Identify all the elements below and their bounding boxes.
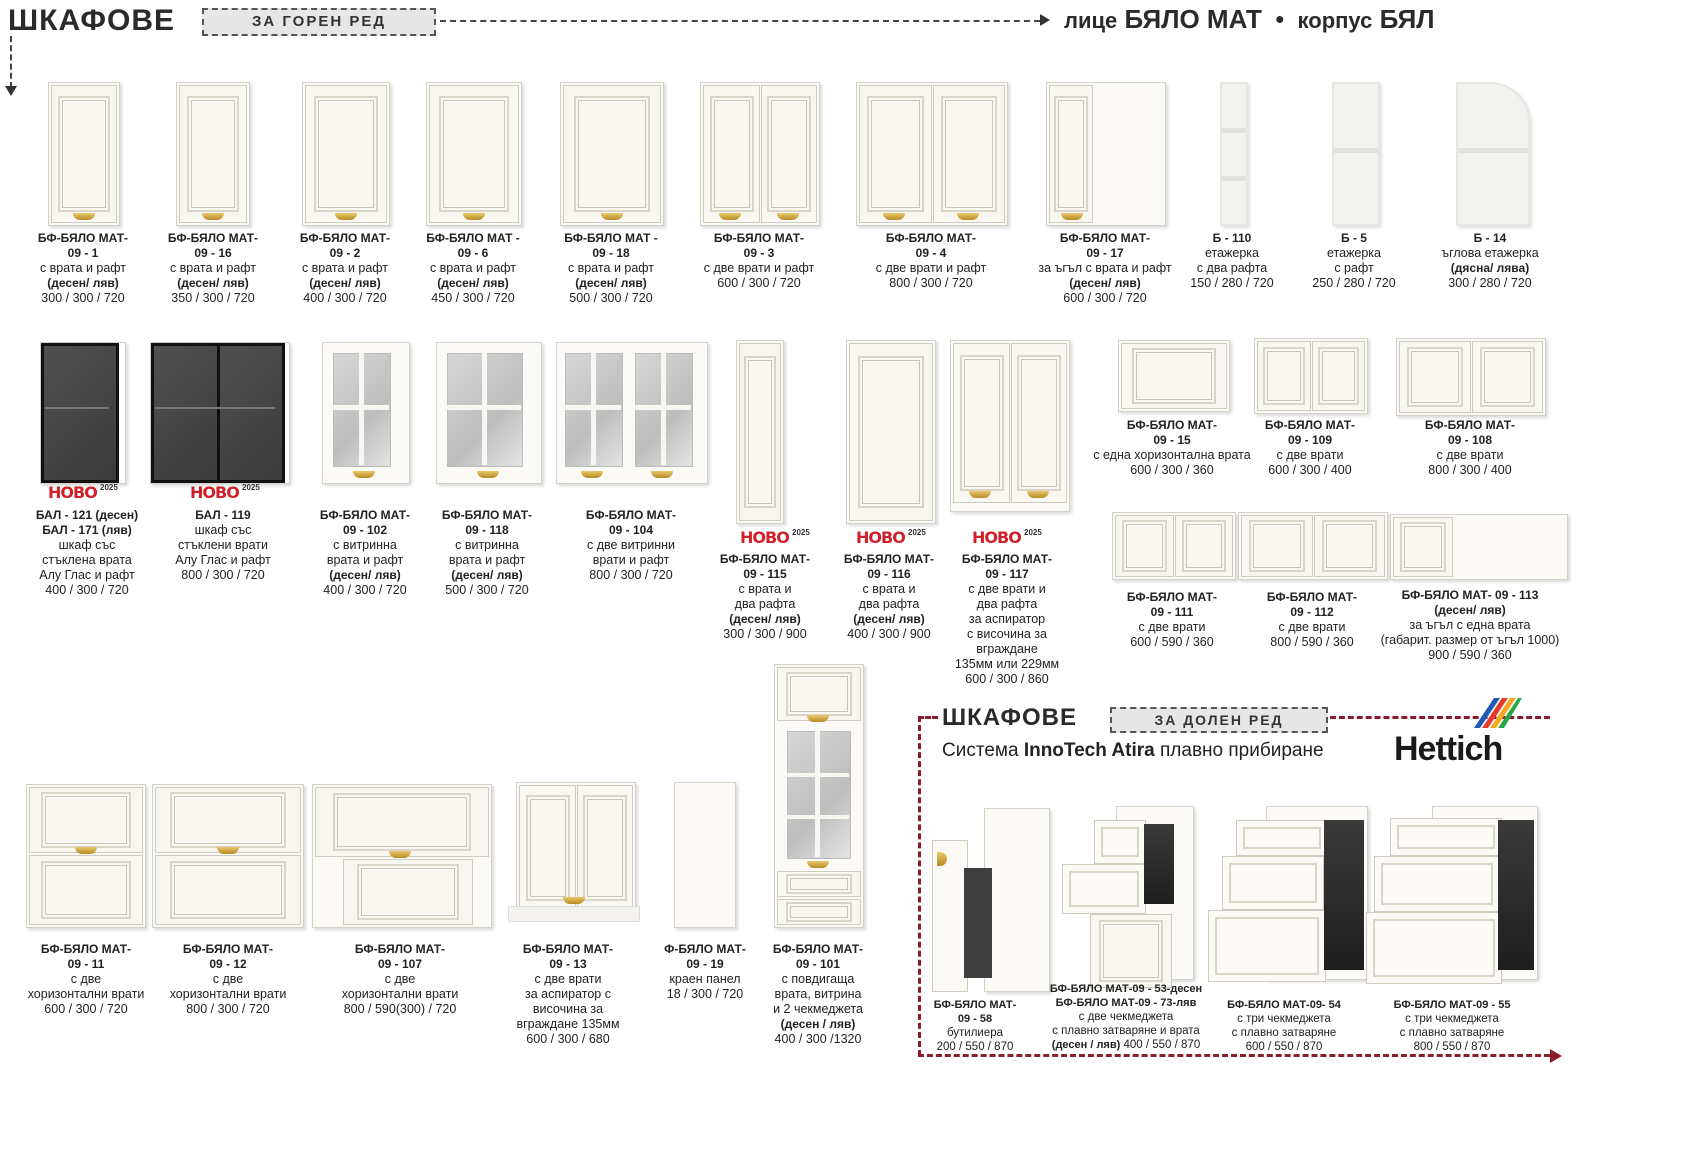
system-line	[942, 740, 1324, 762]
handle-icon	[1061, 213, 1083, 220]
handle-icon	[463, 213, 485, 220]
drawer-top	[1236, 820, 1328, 856]
cabinet-09-6	[426, 82, 522, 226]
drawer-interior	[1144, 824, 1174, 904]
lower-title: ШКАФОВЕ	[942, 704, 1077, 731]
handle-icon	[75, 847, 97, 854]
handle-icon	[353, 471, 375, 478]
cabinet-09-15	[1118, 340, 1230, 412]
label-09-2: БФ-БЯЛО МАТ- 09 - 2 с врата и рафт (десен/ ляв) 400 / 300 / 720	[299, 231, 391, 305]
handle-icon	[563, 897, 585, 904]
drawer-bottom	[1208, 910, 1326, 982]
cabinet-09-16	[176, 82, 250, 226]
cabinet-09-58	[984, 808, 1050, 992]
label-b-14: Б - 14 ъглова етажерка (дясна/ лява) 300 / 280 / 720	[1441, 231, 1539, 290]
drawer-interior	[1498, 820, 1534, 970]
face-prefix: лице	[1064, 8, 1118, 33]
label-09-118: БФ-БЯЛО МАТ- 09 - 118 с витринна врата и рафт (десен/ ляв) 500 / 300 / 720	[441, 508, 533, 597]
label-bal-121: БАЛ - 121 (десен) БАЛ - 171 (ляв) шкаф със стъклена врата Алу Глас и рафт 400 / 300 / 720	[35, 508, 139, 597]
handle-icon	[477, 471, 499, 478]
drawer-bottom	[1366, 912, 1502, 984]
cabinet-bal-119	[150, 342, 290, 484]
label-09-3: БФ-БЯЛО МАТ- 09 - 3 с две врати и рафт 600 / 300 / 720	[703, 231, 815, 290]
cabinet-09-4	[856, 82, 1008, 226]
face-value: БЯЛО МАТ	[1124, 4, 1262, 34]
finish-info	[1064, 4, 1435, 35]
label-09-113: БФ-БЯЛО МАТ- 09 - 113 (десен/ ляв) за ъгъл с една врата (габарит. размер от ъгъл 1000) 900 / 590 / 360	[1380, 588, 1560, 662]
system-suffix: плавно прибиране	[1160, 740, 1324, 761]
page-title: ШКАФОВЕ	[8, 4, 175, 37]
label-09-6: БФ-БЯЛО МАТ - 09 - 6 с врата и рафт (десен/ ляв) 450 / 300 / 720	[426, 231, 520, 305]
panel-09-19	[674, 782, 736, 928]
label-09-101: БФ-БЯЛО МАТ- 09 - 101 с повдигаща врата, витрина и 2 чекмеджета (десен / ляв) 400 / 300 /1320	[772, 942, 864, 1046]
cabinet-09-116	[846, 340, 936, 524]
section-tag-upper: ЗА ГОРЕН РЕД	[202, 8, 436, 36]
drawer-middle	[1374, 856, 1500, 912]
cabinet-09-17	[1046, 82, 1166, 226]
label-09-58: БФ-БЯЛО МАТ- 09 - 58 бутилиера 200 / 550 / 870	[933, 999, 1017, 1053]
label-b-5: Б - 5 етажерка с рафт 250 / 280 / 720	[1312, 231, 1396, 290]
handle-icon	[807, 715, 829, 722]
label-09-109: БФ-БЯЛО МАТ- 09 - 109 с две врати 600 / 300 / 400	[1264, 418, 1356, 477]
handle-icon	[202, 213, 224, 220]
shelf-b-5	[1332, 82, 1380, 226]
hettich-stripes-icon	[1462, 692, 1522, 732]
cabinet-bal-121	[40, 342, 126, 484]
handle-icon	[217, 847, 239, 854]
label-09-107: БФ-БЯЛО МАТ- 09 - 107 с две хоризонтални врати 800 / 590(300) / 720	[341, 942, 459, 1016]
shelf-b-110	[1220, 82, 1248, 226]
cabinet-09-108	[1396, 338, 1546, 416]
handle-icon	[883, 213, 905, 220]
lower-border-bottom	[918, 1054, 1550, 1057]
novo-badge: НОВО 2025	[972, 528, 1042, 547]
label-09-54: БФ-БЯЛО МАТ-09- 54 с три чекмеджета с плавно затваряне 600 / 550 / 870	[1227, 999, 1341, 1053]
arrow-right-icon	[1550, 1049, 1562, 1063]
novo-badge: НОВО 2025	[740, 528, 810, 547]
label-09-16: БФ-БЯЛО МАТ- 09 - 16 с врата и рафт (десен/ ляв) 350 / 300 / 720	[167, 231, 259, 305]
section-tag-lower: ЗА ДОЛЕН РЕД	[1110, 707, 1328, 733]
cabinet-09-112	[1238, 512, 1388, 580]
label-09-55: БФ-БЯЛО МАТ-09 - 55 с три чекмеджета с плавно затваряне 800 / 550 / 870	[1393, 999, 1511, 1053]
cabinet-09-104	[556, 342, 708, 484]
handle-icon	[807, 861, 829, 868]
handle-icon	[969, 491, 991, 498]
label-09-111: БФ-БЯЛО МАТ- 09 - 111 с две врати 600 / 590 / 360	[1126, 590, 1218, 649]
body-value: БЯЛ	[1379, 4, 1435, 34]
header-divider	[440, 20, 1040, 22]
cabinet-09-2	[302, 82, 390, 226]
bullet: •	[1275, 4, 1285, 34]
label-09-116: БФ-БЯЛО МАТ- 09 - 116 с врата и два рафта (десен/ ляв) 400 / 300 / 900	[843, 552, 935, 641]
system-prefix: Система	[942, 740, 1019, 761]
cabinet-09-107	[312, 784, 492, 928]
label-09-17: БФ-БЯЛО МАТ- 09 - 17 за ъгъл с врата и рафт (десен/ ляв) 600 / 300 / 720	[1038, 231, 1172, 305]
shelf-b-14	[1456, 82, 1530, 226]
cabinet-09-115	[736, 340, 784, 524]
label-09-15: БФ-БЯЛО МАТ- 09 - 15 с една хоризонтална врата 600 / 300 / 360	[1093, 418, 1251, 477]
drawer-top	[1094, 820, 1146, 864]
novo-badge: НОВО 2025	[856, 528, 926, 547]
handle-icon	[335, 213, 357, 220]
handle-icon	[389, 851, 411, 858]
bottle-basket	[964, 868, 992, 978]
handle-icon	[601, 213, 623, 220]
handle-icon	[581, 471, 603, 478]
cabinet-09-117	[950, 340, 1070, 512]
cabinet-09-12	[152, 784, 304, 928]
lower-border-top	[918, 716, 938, 719]
drawer-top	[1390, 818, 1502, 856]
brand-text: Hettich	[1394, 730, 1503, 768]
cabinet-09-111	[1112, 512, 1236, 580]
cabinet-09-11	[26, 784, 146, 928]
label-b-110: Б - 110 етажерка с два рафта 150 / 280 / 720	[1190, 231, 1274, 290]
drawer-interior	[1324, 820, 1364, 970]
label-bal-119: БАЛ - 119 шкаф със стъклени врати Алу Глас и рафт 800 / 300 / 720	[175, 508, 271, 582]
handle-icon	[719, 213, 741, 220]
novo-badge: НОВО 2025	[190, 483, 260, 502]
arrow-right-icon	[1040, 14, 1050, 26]
handle-icon	[957, 213, 979, 220]
label-09-11: БФ-БЯЛО МАТ- 09 - 11 с две хоризонтални врати 600 / 300 / 720	[27, 942, 145, 1016]
handle-icon	[777, 213, 799, 220]
door-front	[1090, 914, 1172, 988]
handle-icon	[651, 471, 673, 478]
body-prefix: корпус	[1297, 8, 1373, 33]
label-09-115: БФ-БЯЛО МАТ- 09 - 115 с врата и два рафта (десен/ ляв) 300 / 300 / 900	[719, 552, 811, 641]
system-name: InnoTech Atira	[1023, 740, 1155, 761]
label-09-13: БФ-БЯЛО МАТ- 09 - 13 с две врати за аспиратор с височина за вграждане 135мм 600 / 300 / 680	[516, 942, 620, 1046]
drawer-middle	[1222, 856, 1324, 910]
handle-icon	[73, 213, 95, 220]
cabinet-09-102	[322, 342, 410, 484]
label-09-18: БФ-БЯЛО МАТ - 09 - 18 с врата и рафт (десен/ ляв) 500 / 300 / 720	[564, 231, 658, 305]
label-09-104: БФ-БЯЛО МАТ- 09 - 104 с две витринни врати и рафт 800 / 300 / 720	[585, 508, 677, 582]
cabinet-09-13-base	[508, 906, 640, 922]
drawer-middle	[1062, 864, 1146, 914]
label-09-4: БФ-БЯЛО МАТ- 09 - 4 с две врати и рафт 800 / 300 / 720	[875, 231, 987, 290]
label-09-117: БФ-БЯЛО МАТ- 09 - 117 с две врати и два рафта за аспиратор с височина за вграждане 135мм или 229мм 600 / 300 / 860	[954, 552, 1060, 686]
novo-badge: НОВО 2025	[48, 483, 118, 502]
cabinet-09-3	[700, 82, 820, 226]
label-09-19: Ф-БЯЛО МАТ- 09 - 19 краен панел 18 / 300 / 720	[664, 942, 746, 1001]
cabinet-09-109	[1254, 338, 1368, 414]
left-divider	[10, 36, 12, 88]
cabinet-09-13	[516, 782, 636, 914]
cabinet-09-118	[436, 342, 542, 484]
label-09-53: БФ-БЯЛО МАТ-09 - 53-десен БФ-БЯЛО МАТ-09 - 73-ляв с две чекмеджета с плавно затваряне и врата (десен / ляв) 400 / 550 / 870	[1049, 983, 1203, 1051]
handle-icon	[1027, 491, 1049, 498]
cabinet-09-113	[1390, 514, 1568, 580]
label-09-1: БФ-БЯЛО МАТ- 09 - 1 с врата и рафт (десен/ ляв) 300 / 300 / 720	[37, 231, 129, 305]
label-09-112: БФ-БЯЛО МАТ- 09 - 112 с две врати 800 / 590 / 360	[1266, 590, 1358, 649]
arrow-down-icon	[5, 86, 17, 96]
cabinet-09-101	[774, 664, 864, 928]
cabinet-09-18	[560, 82, 664, 226]
cabinet-09-1	[48, 82, 120, 226]
hettich-logo	[1394, 692, 1518, 772]
label-09-108: БФ-БЯЛО МАТ- 09 - 108 с две врати 800 / 300 / 400	[1424, 418, 1516, 477]
label-09-102: БФ-БЯЛО МАТ- 09 - 102 с витринна врата и рафт (десен/ ляв) 400 / 300 / 720	[319, 508, 411, 597]
label-09-12: БФ-БЯЛО МАТ- 09 - 12 с две хоризонтални врати 800 / 300 / 720	[169, 942, 287, 1016]
